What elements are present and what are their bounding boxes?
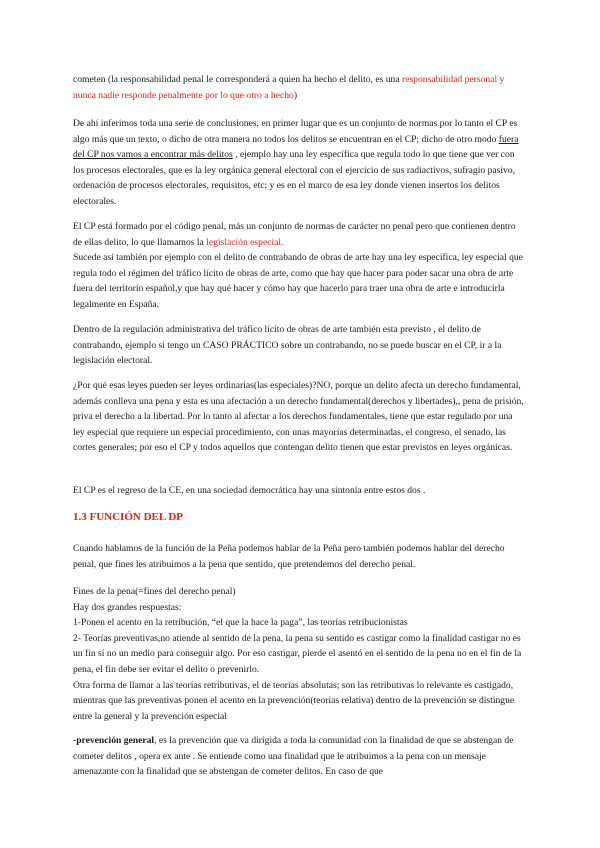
text-span: El CP está formado por el código penal, más un conjunto de normas de carácter no penal pero que contienen dentro de ellas delito, lo que llamamos la (73, 221, 516, 248)
paragraph-prevencion-general (73, 733, 525, 780)
section-heading: 1.3 FUNCIÓN DEL DP (73, 511, 184, 523)
paragraph-leyes-ordinarias: ¿Por qué esas leyes pueden ser leyes ordinarias(las especiales)?NO, porque un delito afecta un derecho fundamental, además conlleva una pena y esta es una afectación a un derecho fundamental(derechos y libertades),, pena de prisión, priva el derecho a la libertad. Por lo tanto al afectar a los derechos fundamentales, tiene que estar regulado por una ley especial que requiere un especial procedimiento, con unas mayorías determinadas, el congreso, el senado, las cortes generales; por eso el CP y todos aquellos que contengan delito tienen que estar previstos en leyes orgánicas. (73, 380, 524, 454)
highlight-red: legislación especial. (206, 236, 284, 248)
paragraph-fines (73, 584, 525, 724)
line-respuestas: Hay dos grandes respuestas: (73, 601, 182, 613)
paragraph-funcion: Cuando hablamos de la función de la Peña podemos hablar de la Peña pero también podemos hablar del derecho penal, que fines les atribuimos a la pena que sentido, que pretendemos del derecho penal. (73, 543, 505, 570)
line-fines: Fines de la pena(=fines del derecho penal) (73, 586, 236, 597)
text-span: , ejemplo hay una ley específica que regula todo lo que tiene que ver con los procesos electorales, que es la ley orgánica general electoral con el ejercicio de sus radiactivos, sufragio pasivo, ordenación de procesos electorales, requisitos, etc; y es en el marco de esa ley donde vienen insertos los delitos electorales. (73, 149, 516, 207)
text-span: Sucede así también por ejemplo con el delito de contrabando de obras de arte hay una ley específica, ley especial que regula todo el régimen del tráfico lícito de obras de arte, como que hay que hacer para poder sacar una obra de arte fuera del territorio español,y que hay qué hacer y cómo hay que hacerlo para traer una obra de arte e introducirla legalmente en España. (73, 252, 523, 310)
highlight-red: responsabilidad personal y nunca nadie responde penalmente por lo que otro a hecho (73, 74, 505, 101)
paragraph-conclusiones (73, 116, 525, 210)
paragraph-regulacion: Dentro de la regulación administrativa del tráfico lícito de obras de arte también esta previsto , el delito de contrabando, ejemplo si tengo un CASO PRÁCTICO sobre un contrabando, no se puede buscar en el CP, ir a la legislación electoral. (73, 324, 502, 367)
line-absolutas: Otra forma de llamar a las teorías retributivas, el de teorías absolutas; son las retributivas lo relevante es castigado, mientras que las preventivas ponen el acento en la prevención(teorías relativa) dentro de la prevención se distingue entre la general y la prevención especial (73, 679, 515, 722)
line-preventivas: 2- Teorías preventivas,no atiende al sentido de la pena, la pena su sentido es castigar como la finalidad castigar no es un fin sí no un medio para conseguir algo. Por eso castigar, pierde el asentó en el sentido de la pena no en el fin de la pena, el fin debe ser evitar el delito o prevenirlo. (73, 632, 522, 675)
underlined-text: fuera del CP nos vamos a encontrar más delitos (73, 133, 519, 161)
text-span: cometen (la responsabilidad penal le corresponderá a quien ha hecho el delito, es una (73, 74, 402, 85)
paragraph-responsabilidad (73, 72, 525, 103)
text-span: ) (293, 89, 298, 101)
paragraph-codigo-penal (73, 219, 525, 313)
paragraph-ce: El CP es el regreso de la CE, en una sociedad democrática hay una sintonía entre estos dos . (73, 485, 426, 496)
text-span: , es la prevención que va dirigida a toda la comunidad con la finalidad de que se abstengan de cometer delitos , opera ex ante . Se entiende como una finalidad que le atribuimos a la pena con un mensaje amenazante con la finalidad que se abstengan de cometer delitos. En caso de que (73, 735, 514, 778)
text-span: De ahí inferimos toda una serie de conclusiones, en primer lugar que es un conjunto de normas por lo tanto el CP es algo más que un texto, o dicho de otra manera no todos los delitos se encuentran en el CP; dicho de otro modo (73, 118, 518, 145)
line-retribucion: 1-Ponen el acento en la retribución, “el que la hace la paga”, las teorías retribucionistas (73, 617, 408, 629)
bold-term: -prevención general (73, 735, 155, 746)
